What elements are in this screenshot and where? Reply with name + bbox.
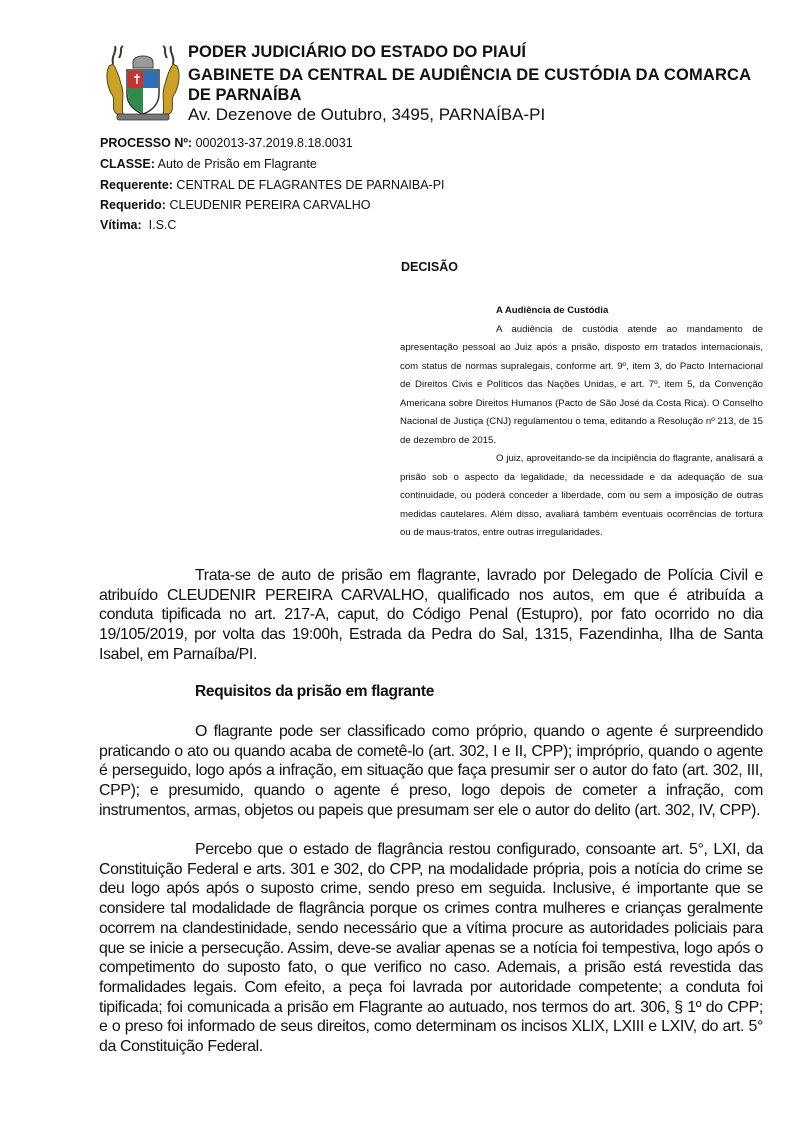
quote-paragraph: O juiz, aproveitando-se da incipiência do flagrante, analisará a prisão sob o aspecto da legalidade, da necessidade e da adequação de sua continuidade, ou poderá conceder a liberdade, com ou sem a imposição de outras medidas cautelares. Além disso, avaliará também eventuais ocorrências de tortura ou de maus-tratos, entre outras irregularidades. <box>400 453 763 538</box>
value: I.S.C <box>148 218 177 232</box>
header-court-name: PODER JUDICIÁRIO DO ESTADO DO PIAUÍ <box>188 43 526 61</box>
quote-title: A Audiência de Custódia <box>496 305 609 316</box>
paragraph-text: O flagrante pode ser classificado como próprio, quando o agente é surpreendido praticando o ato ou quando acaba de cometê-lo (art. 302, I e II, CPP); impróprio, quando o agente é perseguido, logo após a infração, em situação que faça presumir ser o autor do fato (art. 302, III, CPP); e presumido, quando o agente é preso, logo depois de cometer a infração, com instrumentos, armas, objetos ou papeis que presumam ser ele o autor do delito (art. 302, IV, CPP). <box>99 723 763 819</box>
paragraph-text: Percebo que o estado de flagrância restou configurado, consoante art. 5°, LXI, da Constituição Federal e arts. 301 e 302, do CPP, na modalidade própria, pois a notícia do crime se deu logo após após o suposto crime, sendo preso em seguida. Inclusive, é importante que se considere tal modalidade de flagrância porque os crimes contra mulheres e crianças geralmente ocorrem na clandestinidade, sendo necessário que a vítima procure as autoridades policiais para que se inicie a persecução. Assim, deve-se avaliar apenas se a notícia foi tempestiva, logo após o competimento do suposto fato, o que verifico no caso. Ademais, a prisão está revestida das formalidades legais. Com efeito, a peça foi lavrada por autoridade competente; a conduta foi tipificada; foi comunicada a prisão em Flagrante ao autuado, nos termos do art. 306, § 1º do CPP; e o preso foi informado de seus direitos, como determinam os incisos XLIX, LXIII e LXIV, do art. 5° da Constituição Federal. <box>99 841 763 1056</box>
label: Requerente: <box>100 178 173 192</box>
case-victim <box>100 218 176 232</box>
value: Auto de Prisão em Flagrante <box>157 157 317 171</box>
label: CLASSE: <box>100 157 155 171</box>
paragraph-text: Trata-se de auto de prisão em flagrante, lavrado por Delegado de Polícia Civil e atribuído CLEUDENIR PEREIRA CARVALHO, qualificado nos autos, em que é atribuída a conduta tipificada no art. 217-A, caput, do Código Penal (Estupro), por fato ocorrido no dia 19/105/2019, por volta das 19:00h, Estrada da Pedra do Sal, 1315, Fazendinha, Ilha de Santa Isabel, em Parnaíba/PI. <box>99 567 763 663</box>
quote-paragraph: A audiência de custódia atende ao mandamento de apresentação pessoal ao Juiz após a prisão, disposto em tratados internacionais, com status de normas supralegais, conforme art. 9º, item 3, do Pacto Internacional de Direitos Civis e Políticos das Nações Unidas, e art. 7º, item 5, da Convenção Americana sobre Direitos Humanos (Pacto de São José da Costa Rica). O Conselho Nacional de Justiça (CNJ) regulamentou o tema, editando a Resolução nº 213, de 15 de dezembro de 2015. <box>400 323 763 446</box>
case-defendant <box>100 198 370 212</box>
case-requester <box>100 178 445 192</box>
header-office-name: GABINETE DA CENTRAL DE AUDIÊNCIA DE CUSTÓDIA DA COMARCA <box>188 66 752 84</box>
header-office-name-cont: DE PARNAÍBA <box>188 86 302 104</box>
block-quote <box>400 302 763 543</box>
label: PROCESSO Nº: <box>100 136 193 150</box>
value: CLEUDENIR PEREIRA CARVALHO <box>169 198 371 212</box>
decision-title: DECISÃO <box>401 260 458 274</box>
body-paragraph-requirements <box>99 722 763 821</box>
body-paragraph-facts <box>99 566 763 665</box>
section-heading: Requisitos da prisão em flagrante <box>195 683 435 700</box>
header-address: Av. Dezenove de Outubro, 3495, PARNAÍBA-PI <box>188 105 546 124</box>
coat-of-arms-icon <box>103 44 183 124</box>
label: Requerido: <box>100 198 166 212</box>
value: CENTRAL DE FLAGRANTES DE PARNAIBA-PI <box>176 178 445 192</box>
case-process-number <box>100 136 353 150</box>
label: Vítima: <box>100 218 142 232</box>
case-class <box>100 157 317 171</box>
value: 0002013-37.2019.8.18.0031 <box>195 136 353 150</box>
body-paragraph-analysis <box>99 840 763 1057</box>
